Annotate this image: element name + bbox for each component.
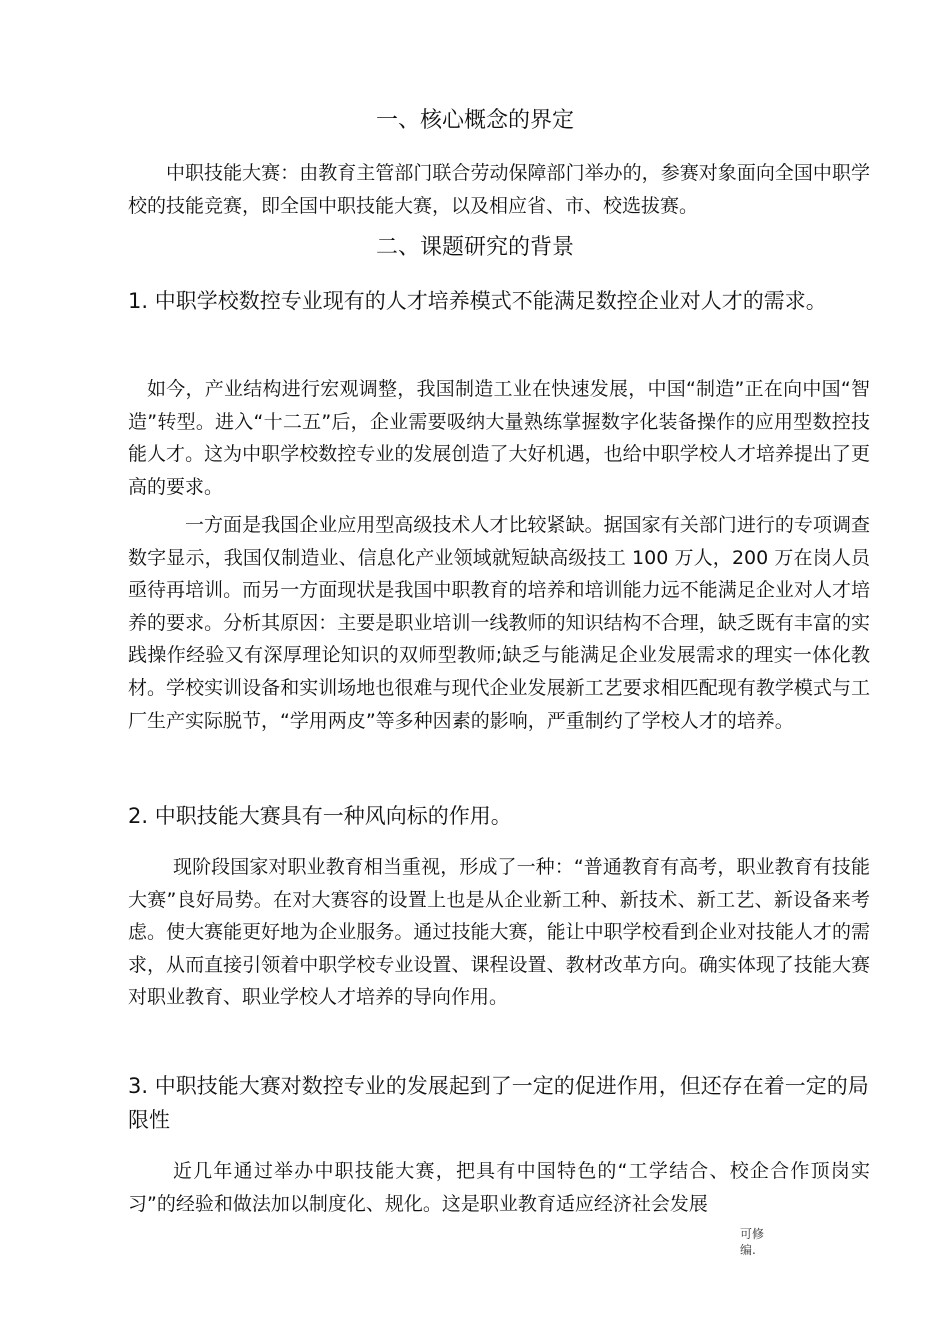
footer-line-1: 可修 — [740, 1227, 765, 1241]
section-heading-core-concepts: 一、核心概念的界定 — [375, 108, 574, 133]
footer-line-2: 编. — [740, 1243, 756, 1257]
paragraph-recent-years: 近几年通过举办中职技能大赛，把具有中国特色的“工学结合、校企合作顶岗实习”的经验和做法加以制度化、规化。这是职业教育适应经济社会发展 — [128, 1160, 870, 1215]
item-heading-3: 3. 中职技能大赛对数控专业的发展起到了一定的促进作用，但还存在着一定的局限性 — [128, 1074, 869, 1132]
paragraph-industry: 如今，产业结构进行宏观调整，我国制造工业在快速发展，中国“制造”正在向中国“智造”转型。进入“十二五”后，企业需要吸纳大量熟练掌握数字化装备操作的应用型数控技能人才。这为中职学校数控专业的发展创造了大好机遇，也给中职学校人才培养提出了更高的要求。 — [128, 378, 870, 498]
definition-paragraph: 中职技能大赛：由教育主管部门联合劳动保障部门举办的，参赛对象面向全国中职学校的技能竞赛，即全国中职技能大赛，以及相应省、市、校选拔赛。 — [128, 162, 870, 217]
item-heading-1: 1. 中职学校数控专业现有的人才培养模式不能满足数控企业对人才的需求。 — [128, 289, 827, 313]
item-heading-2: 2. 中职技能大赛具有一种风向标的作用。 — [128, 804, 512, 828]
page-footer-note — [740, 1226, 780, 1258]
paragraph-competition-role: 现阶段国家对职业教育相当重视，形成了一种：“普通教育有高考，职业教育有技能大赛”良好局势。在对大赛容的设置上也是从企业新工种、新技术、新工艺、新设备来考虑。使大赛能更好地为企业服务。通过技能大赛，能让中职学校看到企业对技能人才的需求，从而直接引领着中职学校专业设置、课程设置、教材改革方向。确实体现了技能大赛对职业教育、职业学校人才培养的导向作用。 — [128, 856, 870, 1009]
section-heading-background: 二、课题研究的背景 — [375, 235, 574, 260]
paragraph-talent-shortage: 一方面是我国企业应用型高级技术人才比较紧缺。据国家有关部门进行的专项调查数字显示，我国仅制造业、信息化产业领域就短缺高级技工 100 万人，200 万在岗人员亟待再培训。而另一方面现状是我国中职教育的培养和培训能力远不能满足企业对人才培养的要求。分析其原因：主要是职业培训一线教师的知识结构不合理，缺乏既有丰富的实践操作经验又有深厚理论知识的双师型教师;缺乏与能满足企业发展需求的理实一体化教材。学校实训设备和实训场地也很难与现代企业发展新工艺要求相匹配现有教学模式与工厂生产实际脱节，“学用两皮”等多种因素的影响，严重制约了学校人才的培养。 — [128, 514, 870, 732]
